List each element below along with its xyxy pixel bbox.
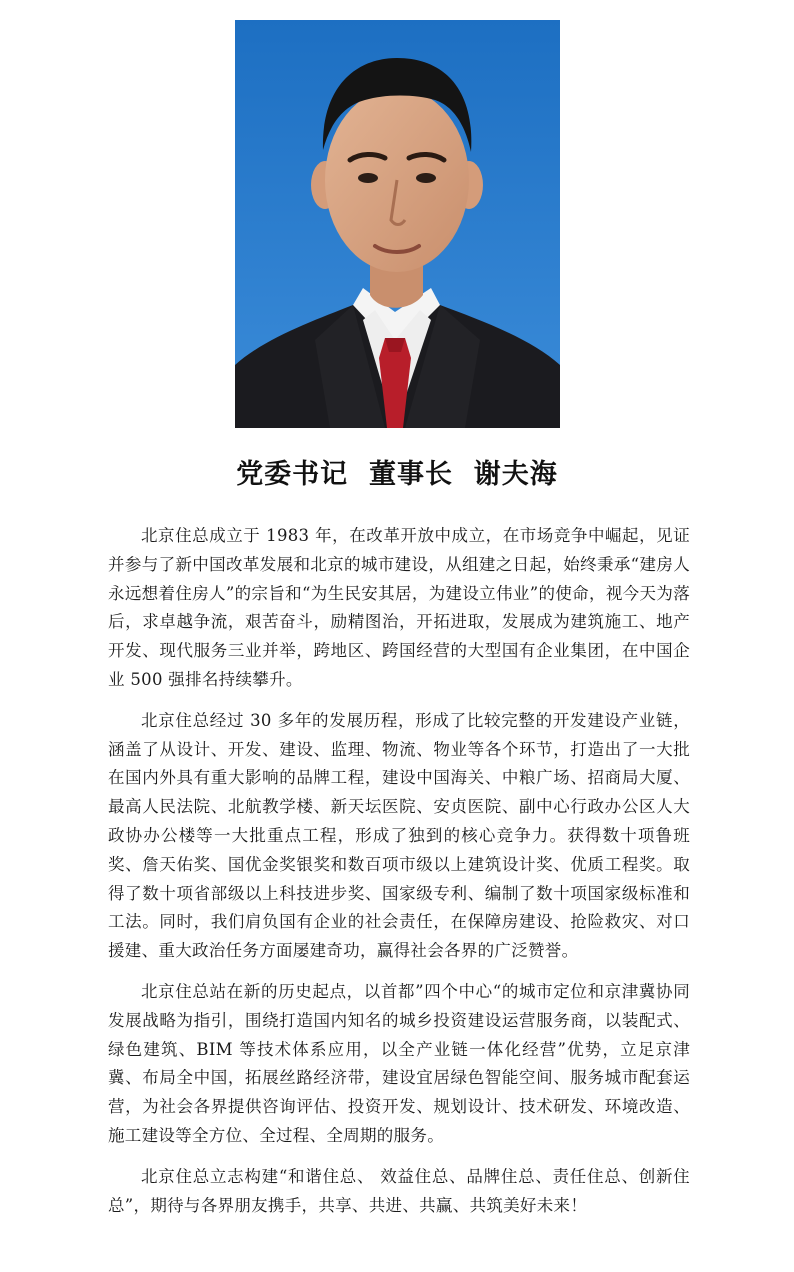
page-title: 党委书记 董事长 谢夫海 bbox=[236, 459, 558, 490]
portrait-photo bbox=[235, 20, 560, 428]
portrait-illustration bbox=[235, 20, 560, 428]
paragraph-1: 北京住总成立于 1983 年，在改革开放中成立，在市场竞争中崛起，见证并参与了新中国改革发展和北京的城市建设，从组建之日起，始终秉承“建房人永远想着住房人”的宗旨和“为生民安其居，为建设立伟业”的使命，视今天为落后，求卓越争流，艰苦奋斗，励精图治，开拓进取，发展成为建筑施工、地产开发、现代服务三业并举，跨地区、跨国经营的大型国有企业集团，在中国企业 500 强排名持续攀升。 bbox=[108, 526, 690, 689]
paragraph-4: 北京住总立志构建“和谐住总、 效益住总、品牌住总、责任住总、创新住总”，期待与各界朋友携手，共享、共进、共赢、共筑美好未来！ bbox=[108, 1166, 690, 1215]
paragraph-3: 北京住总站在新的历史起点，以首都”四个中心“的城市定位和京津冀协同发展战略为指引，围绕打造国内知名的城乡投资建设运营服务商，以装配式、绿色建筑、BIM 等技术体系应用，以全产业链一体化经营”优势，立足京津冀、布局全中国，拓展丝路经济带，建设宜居绿色智能空间、服务城市配套运营，为社会各界提供咨询评估、投资开发、规划设计、技术研发、环境改造、施工建设等全方位、全过程、全周期的服务。 bbox=[108, 981, 690, 1145]
paragraph-2: 北京住总经过 30 多年的发展历程，形成了比较完整的开发建设产业链，涵盖了从设计、开发、建设、监理、物流、物业等各个环节，打造出了一大批在国内外具有重大影响的品牌工程，建设中国海关、中粮广场、招商局大厦、最高人民法院、北航教学楼、新天坛医院、安贞医院、副中心行政办公区人大政协办公楼等一大批重点工程，形成了独到的核心竞争力。获得数十项鲁班奖、詹天佑奖、国优金奖银奖和数百项市级以上建筑设计奖、优质工程奖。取得了数十项省部级以上科技进步奖、国家级专利、编制了数十项国家级标准和工法。同时，我们肩负国有企业的社会责任，在保障房建设、抢险救灾、对口援建、重大政治任务方面屡建奇功，赢得社会各界的广泛赞誉。 bbox=[108, 710, 690, 961]
article-body bbox=[108, 522, 690, 1232]
